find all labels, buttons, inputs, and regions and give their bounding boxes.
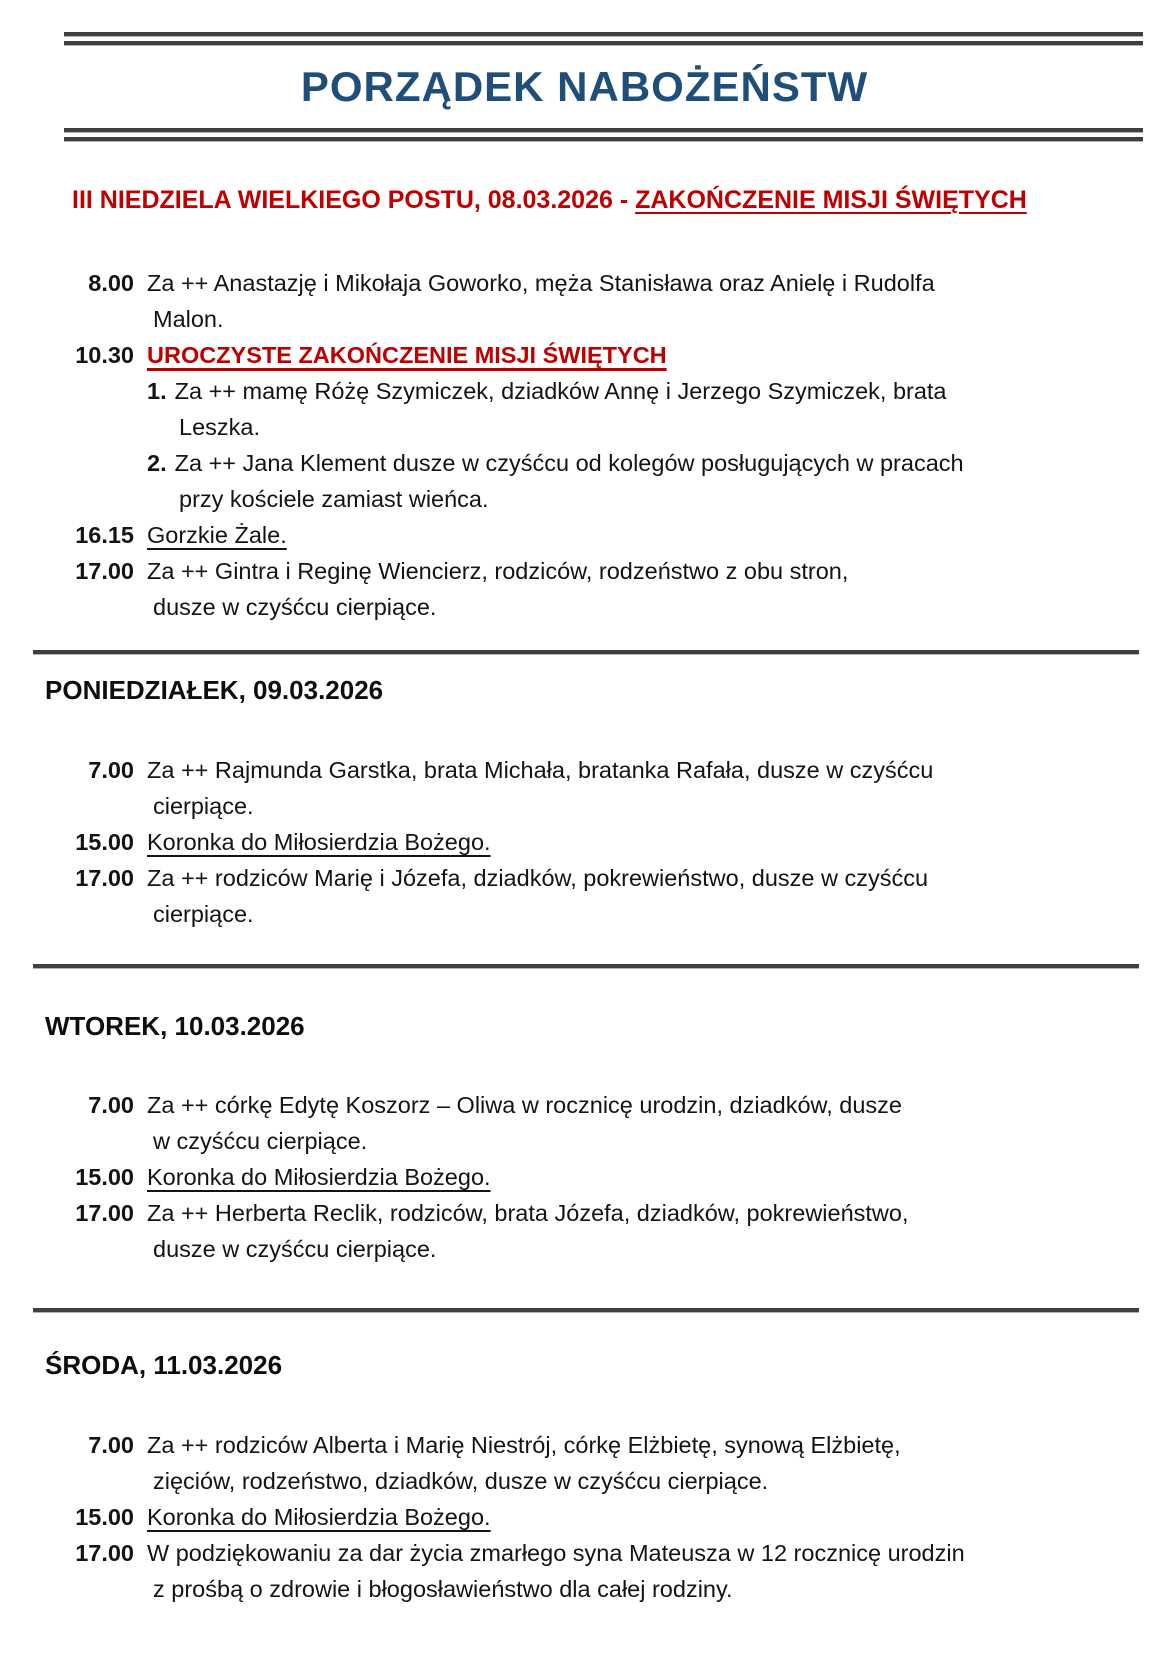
time-label: 15.00: [75, 1504, 134, 1530]
sunday-heading-underlined: ZAKOŃCZENIE MISJI ŚWIĘTYCH: [635, 186, 1027, 214]
intention-line: Za ++ Herberta Reclik, rodziców, brata Józefa, dziadków, pokrewieństwo,: [147, 1200, 909, 1226]
item-number: 1.: [147, 378, 167, 404]
schedule-row-numbered: [0, 445, 1169, 517]
intention-text: Za ++ mamę Różę Szymiczek, dziadków Annę i Jerzego Szymiczek, brata: [174, 378, 947, 404]
service-name: Koronka do Miłosierdzia Bożego.: [147, 829, 491, 855]
schedule-row: [0, 1087, 1169, 1159]
intention-line: Za ++ Gintra i Reginę Wiencierz, rodziców, rodzeństwo z obu stron,: [147, 558, 849, 584]
intention: [134, 1159, 491, 1195]
intention-line: [147, 373, 947, 409]
intention: [134, 752, 933, 824]
schedule-row: [0, 1159, 1169, 1195]
schedule-row: [0, 553, 1169, 625]
intention: [134, 517, 287, 553]
item-number: 2.: [147, 450, 167, 476]
intention-line: cierpiące.: [153, 793, 254, 819]
intention-line: Malon.: [153, 306, 224, 332]
time-label: 15.00: [75, 829, 134, 855]
intention-text: Za ++ Jana Klement dusze w czyśćcu od kolegów posługujących w pracach: [174, 450, 964, 476]
time-label: 15.00: [75, 1164, 134, 1190]
intention: [134, 1427, 901, 1499]
monday-heading: PONIEDZIAŁEK, 09.03.2026: [45, 675, 384, 705]
intention-line: [147, 445, 964, 481]
schedule-row: [0, 752, 1169, 824]
sunday-heading: [72, 185, 1149, 215]
rule-line: [64, 137, 1143, 141]
intention-line: Za ++ Rajmunda Garstka, brata Michała, bratanka Rafała, dusze w czyśćcu: [147, 757, 934, 783]
intention: [134, 337, 667, 373]
schedule-row-numbered: [0, 373, 1169, 445]
section-divider: [33, 1308, 1139, 1312]
wednesday-heading: ŚRODA, 11.03.2026: [45, 1350, 283, 1380]
double-rule-bottom: [64, 128, 1143, 141]
schedule-row: [0, 1195, 1169, 1267]
intention: [134, 373, 947, 445]
sunday-schedule: [0, 265, 1169, 625]
intention: [134, 553, 848, 625]
rule-line: [64, 128, 1143, 132]
intention-line: Za ++ córkę Edytę Koszorz – Oliwa w rocznicę urodzin, dziadków, dusze: [147, 1092, 902, 1118]
intention: [134, 860, 928, 932]
intention-line: cierpiące.: [153, 901, 254, 927]
intention-line: dusze w czyśćcu cierpiące.: [153, 594, 437, 620]
time-label: 16.15: [75, 522, 134, 548]
section-divider: [33, 964, 1139, 968]
schedule-row: [0, 860, 1169, 932]
time-label: 17.00: [75, 558, 134, 584]
schedule-row: [0, 1499, 1169, 1535]
time-label: 10.30: [75, 342, 134, 368]
time-label: 17.00: [75, 865, 134, 891]
mission-announcement: UROCZYSTE ZAKOŃCZENIE MISJI ŚWIĘTYCH: [147, 342, 667, 368]
intention-line: dusze w czyśćcu cierpiące.: [153, 1236, 437, 1262]
intention-line: przy kościele zamiast wieńca.: [179, 486, 489, 512]
schedule-row: [0, 1427, 1169, 1499]
intention: [134, 265, 935, 337]
intention-line: w czyśćcu cierpiące.: [153, 1128, 368, 1154]
time-label: 7.00: [88, 757, 134, 783]
sunday-heading-plain: III NIEDZIELA WIELKIEGO POSTU, 08.03.2026 -: [72, 186, 636, 214]
intention: [134, 445, 964, 517]
page-title: PORZĄDEK NABOŻEŃSTW: [300, 63, 869, 110]
intention-line: Leszka.: [179, 414, 260, 440]
intention: [134, 1535, 965, 1607]
intention: [134, 824, 491, 860]
schedule-row: [0, 265, 1169, 337]
schedule-row: [0, 824, 1169, 860]
section-divider: [33, 650, 1139, 654]
rule-line: [64, 32, 1143, 36]
intention: [134, 1499, 491, 1535]
tuesday-schedule: [0, 1087, 1169, 1267]
intention-line: Za ++ rodziców Alberta i Marię Niestrój, córkę Elżbietę, synową Elżbietę,: [147, 1432, 901, 1458]
intention-line: W podziękowaniu za dar życia zmarłego syna Mateusza w 12 rocznicę urodzin: [147, 1540, 965, 1566]
rule-line: [64, 41, 1143, 45]
time-label: 17.00: [75, 1540, 134, 1566]
intention: [134, 1195, 909, 1267]
intention: [134, 1087, 902, 1159]
service-name: Gorzkie Żale.: [147, 522, 287, 548]
intention-line: zięciów, rodzeństwo, dziadków, dusze w czyśćcu cierpiące.: [153, 1468, 769, 1494]
service-name: Koronka do Miłosierdzia Bożego.: [147, 1164, 491, 1190]
time-label: 17.00: [75, 1200, 134, 1226]
intention-line: z prośbą o zdrowie i błogosławieństwo dla całej rodziny.: [153, 1576, 733, 1602]
tuesday-heading: WTOREK, 10.03.2026: [45, 1011, 305, 1041]
intention-line: Za ++ rodziców Marię i Józefa, dziadków, pokrewieństwo, dusze w czyśćcu: [147, 865, 929, 891]
time-label: 7.00: [88, 1092, 134, 1118]
double-rule-top: [64, 0, 1143, 45]
time-label: 8.00: [88, 270, 134, 296]
schedule-row: [0, 1535, 1169, 1607]
schedule-row: [0, 517, 1169, 553]
time-label: 7.00: [88, 1432, 134, 1458]
monday-schedule: [0, 752, 1169, 932]
service-name: Koronka do Miłosierdzia Bożego.: [147, 1504, 491, 1530]
schedule-row: [0, 337, 1169, 373]
wednesday-schedule: [0, 1427, 1169, 1607]
intention-line: Za ++ Anastazję i Mikołaja Goworko, męża Stanisława oraz Anielę i Rudolfa: [147, 270, 935, 296]
